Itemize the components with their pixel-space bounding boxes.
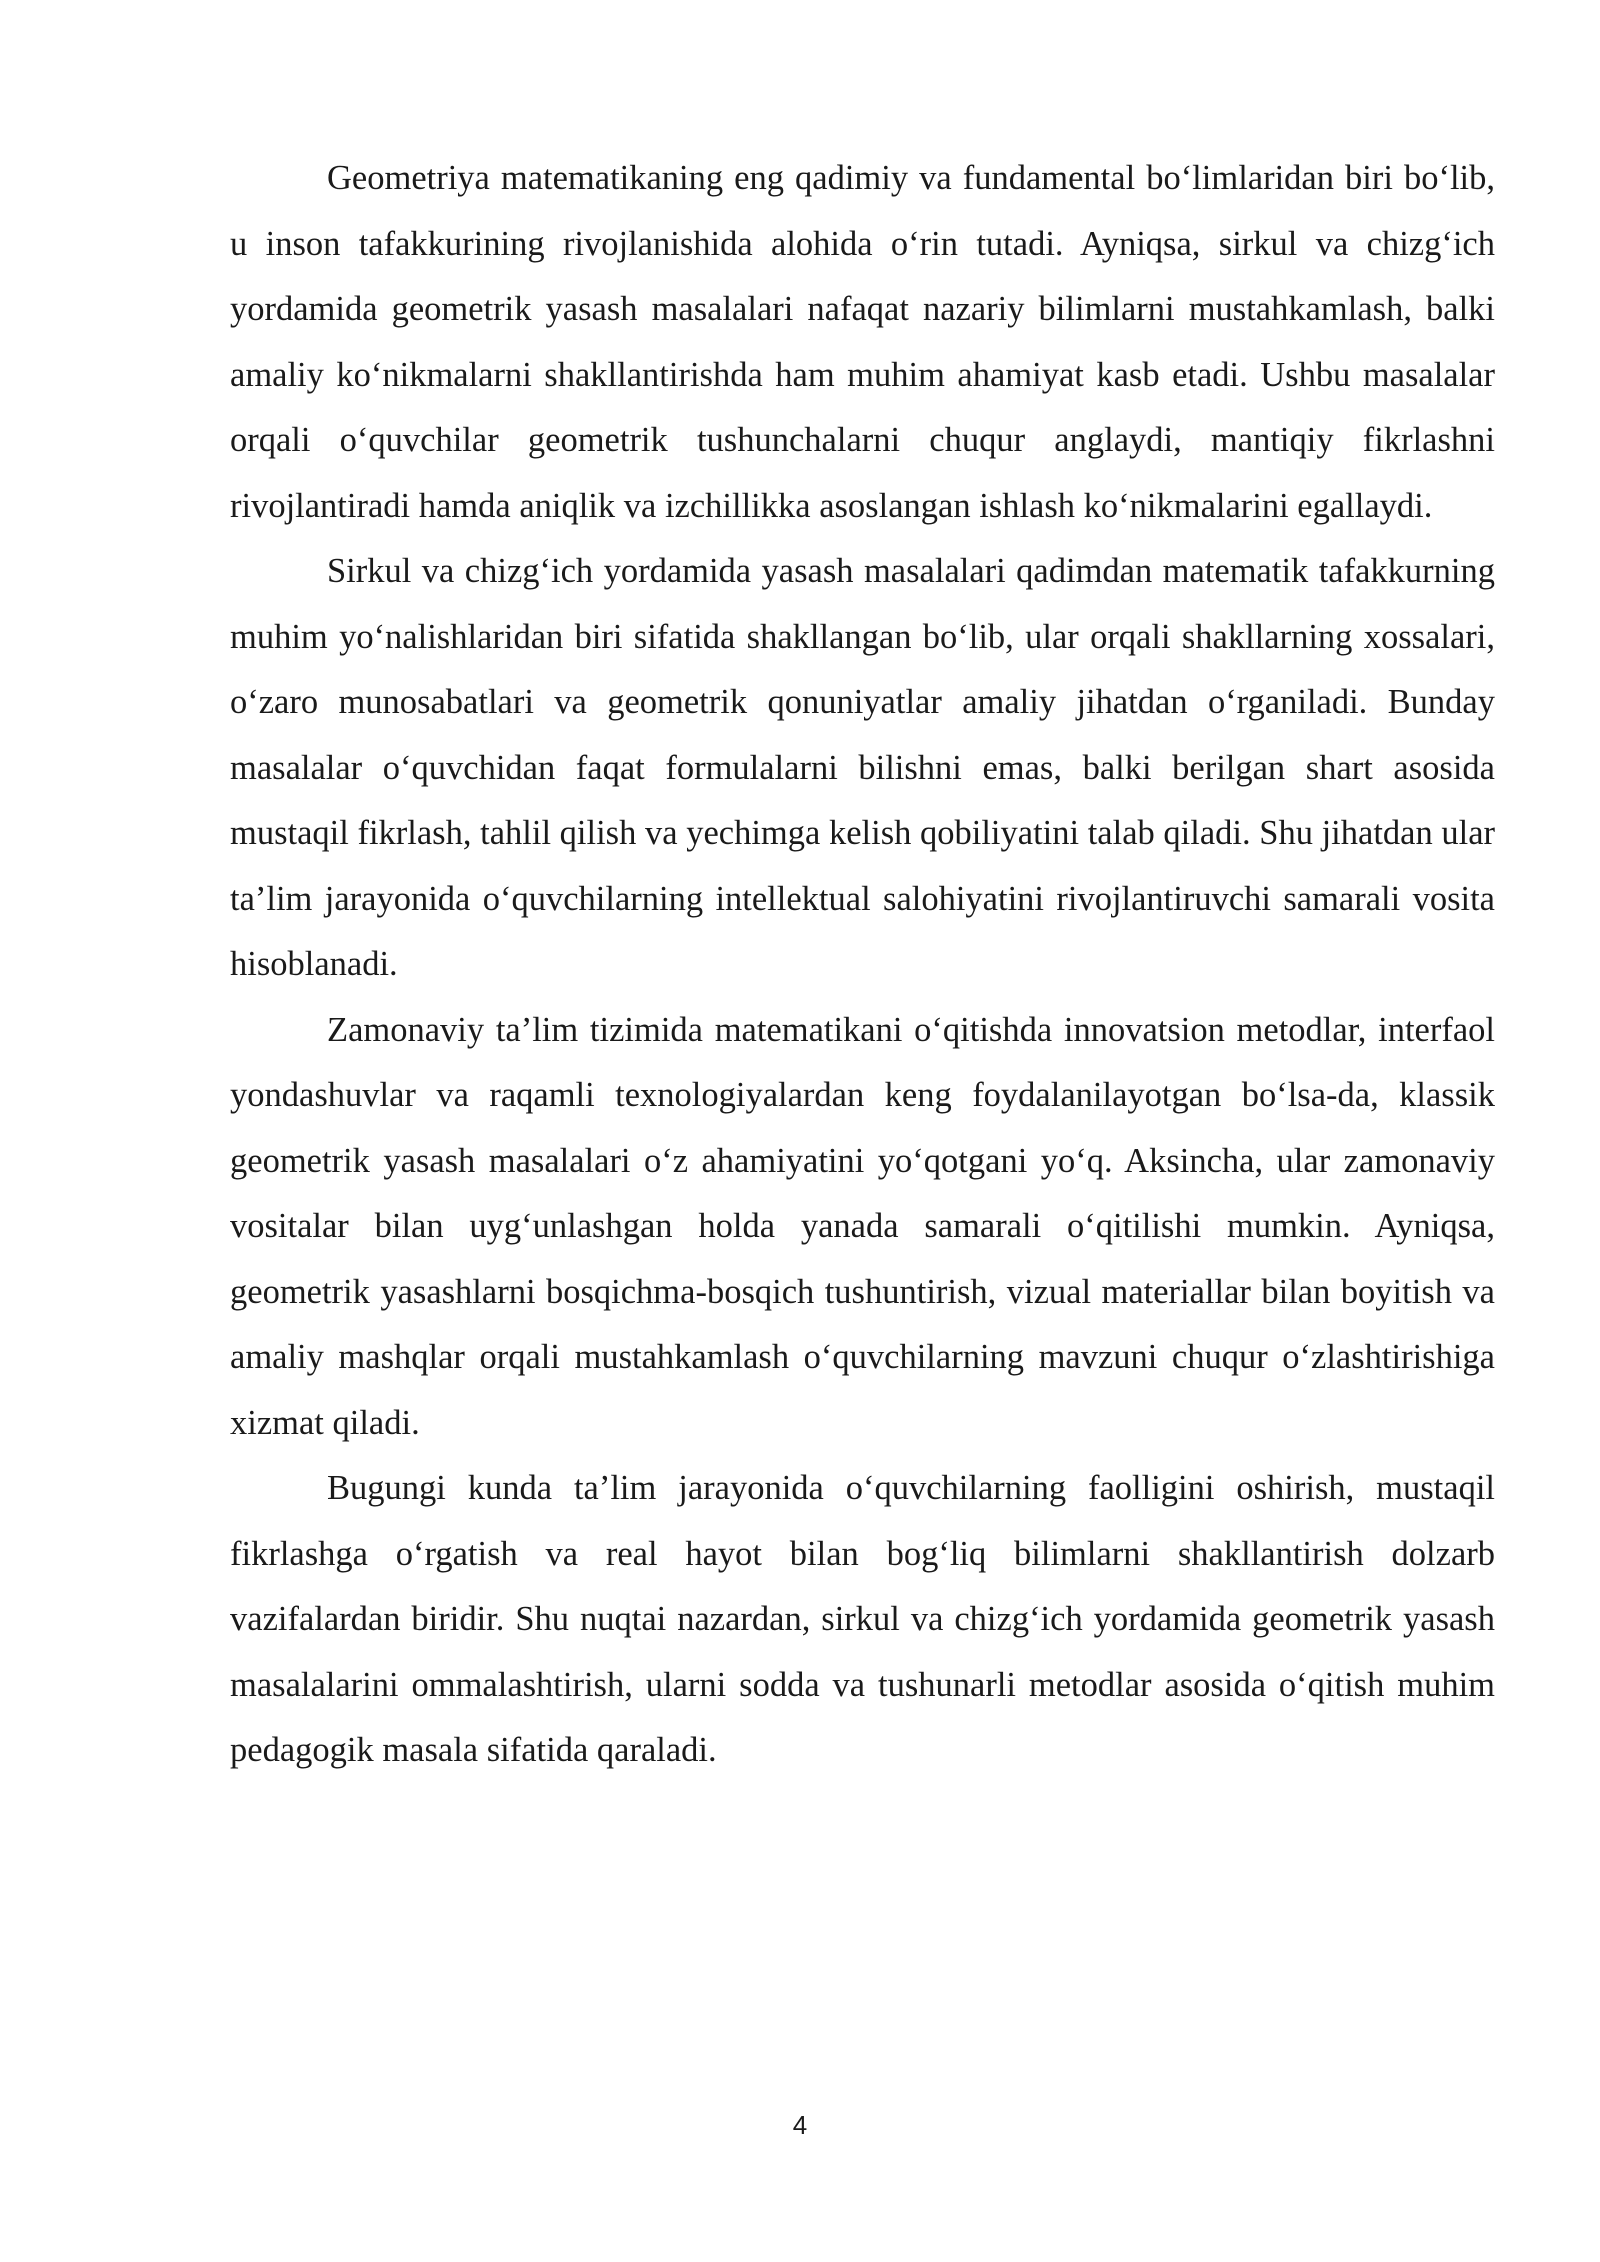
- paragraph-3: Zamonaviy ta’lim tizimida matematikani o‘qitishda innovatsion metodlar, interfaol yondashuvlar va raqamli texnologiyalardan keng foydalanilayotgan bo‘lsa-da, klassik geometrik yasash masalalari o‘z ahamiyatini yo‘qotgani yo‘q. Aksincha, ular zamonaviy vositalar bilan uyg‘unlashgan holda yanada samarali o‘qitilishi mumkin. Ayniqsa, geometrik yasashlarni bosqichma-bosqich tushuntirish, vizual materiallar bilan boyitish va amaliy mashqlar orqali mustahkamlash o‘quvchilarning mavzuni chuqur o‘zlashtirishiga xizmat qiladi.: [230, 1010, 1495, 1442]
- body-text: [230, 146, 1495, 1784]
- paragraph-1: Geometriya matematikaning eng qadimiy va fundamental bo‘limlaridan biri bo‘lib, u inson tafakkurining rivojlanishida alohida o‘rin tutadi. Ayniqsa, sirkul va chizg‘ich yordamida geometrik yasash masalalari nafaqat nazariy bilimlarni mustahkamlash, balki amaliy ko‘nikmalarni shakllantirishda ham muhim ahamiyat kasb etadi. Ushbu masalalar orqali o‘quvchilar geometrik tushunchalarni chuqur anglaydi, mantiqiy fikrlashni rivojlantiradi hamda aniqlik va izchillikka asoslangan ishlash ko‘nikmalarini egallaydi.: [230, 159, 1495, 525]
- page-number: 4: [792, 2110, 808, 2140]
- paragraph-2: Sirkul va chizg‘ich yordamida yasash masalalari qadimdan matematik tafakkurning muhim yo‘nalishlaridan biri sifatida shakllangan bo‘lib, ular orqali shakllarning xossalari, o‘zaro munosabatlari va geometrik qonuniyatlar amaliy jihatdan o‘rganiladi. Bunday masalalar o‘quvchidan faqat formulalarni bilishni emas, balki berilgan shart asosida mustaqil fikrlash, tahlil qilish va yechimga kelish qobiliyatini talab qiladi. Shu jihatdan ular ta’lim jarayonida o‘quvchilarning intellektual salohiyatini rivojlantiruvchi samarali vosita hisoblanadi.: [230, 552, 1495, 983]
- paragraph-4: Bugungi kunda ta’lim jarayonida o‘quvchilarning faolligini oshirish, mustaqil fikrlashga o‘rgatish va real hayot bilan bog‘liq bilimlarni shakllantirish dolzarb vazifalardan biridir. Shu nuqtai nazardan, sirkul va chizg‘ich yordamida geometrik yasash masalalarini ommalashtirish, ularni sodda va tushunarli metodlar asosida o‘qitish muhim pedagogik masala sifatida qaraladi.: [230, 1469, 1495, 1769]
